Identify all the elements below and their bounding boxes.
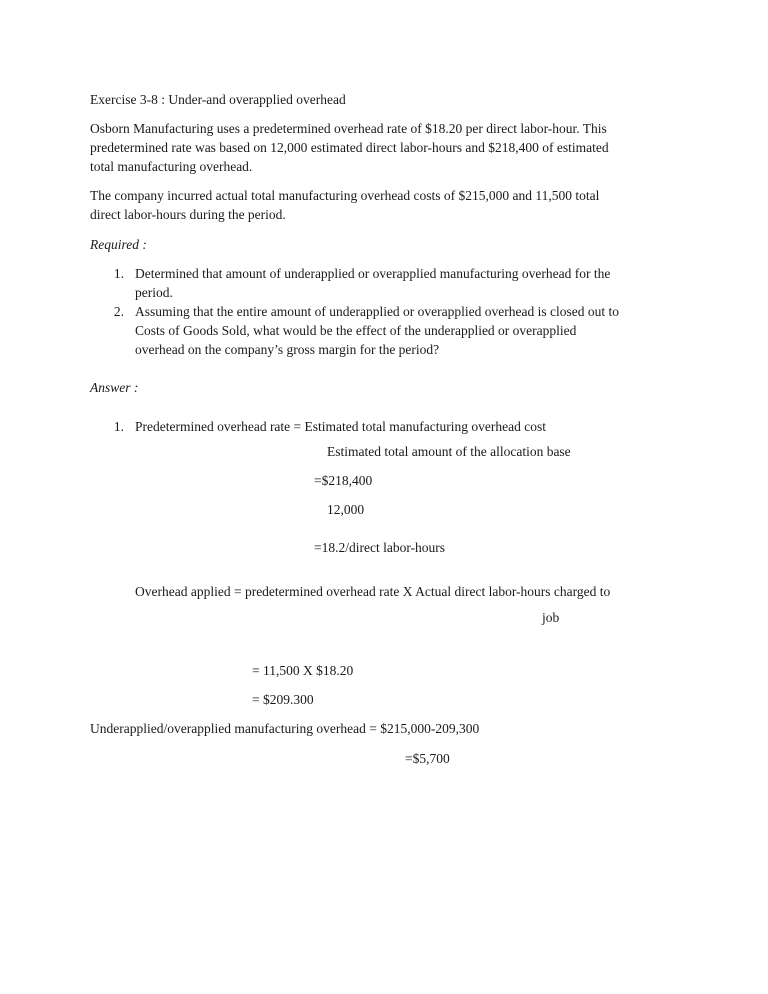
- required-item-1-line2: period.: [135, 285, 173, 300]
- problem-para1-line3: total manufacturing overhead.: [90, 159, 253, 174]
- under-overapplied-formula: Underapplied/overapplied manufacturing overhead = $215,000-209,300: [90, 721, 480, 736]
- required-item-2-line1: Assuming that the entire amount of underapplied or overapplied overhead is closed out to: [135, 304, 619, 319]
- applied-formula: Overhead applied = predetermined overhead rate X Actual direct labor-hours charged to: [135, 584, 611, 599]
- problem-para2-line1: The company incurred actual total manufacturing overhead costs of $215,000 and 11,500 total: [90, 188, 600, 203]
- answer-item-number: 1.: [113, 419, 124, 434]
- rate-formula: Predetermined overhead rate = Estimated total manufacturing overhead cost: [135, 419, 546, 434]
- required-item-2-line2: Costs of Goods Sold, what would be the effect of the underapplied or overapplied: [135, 323, 577, 338]
- required-item-2-line3: overhead on the company’s gross margin for the period?: [135, 342, 440, 357]
- required-item-1-number: 1.: [113, 266, 124, 281]
- applied-result: = $209.300: [252, 692, 314, 707]
- applied-formula-cont: job: [542, 610, 560, 625]
- problem-para1-line1: Osborn Manufacturing uses a predetermined overhead rate of $18.20 per direct labor-hour. This: [90, 121, 607, 136]
- required-label: Required :: [90, 237, 147, 252]
- rate-formula-denominator: Estimated total amount of the allocation base: [327, 444, 571, 459]
- problem-para2-line2: direct labor-hours during the period.: [90, 207, 286, 222]
- rate-value-denominator: 12,000: [327, 502, 365, 517]
- problem-para1-line2: predetermined rate was based on 12,000 estimated direct labor-hours and $218,400 of estimated: [90, 140, 609, 155]
- rate-value-numerator: =$218,400: [314, 473, 373, 488]
- under-overapplied-result: =$5,700: [405, 751, 450, 766]
- answer-label: Answer :: [90, 380, 139, 395]
- applied-calculation: = 11,500 X $18.20: [252, 663, 354, 678]
- exercise-title: Exercise 3-8 : Under-and overapplied overhead: [90, 92, 346, 107]
- required-item-2-number: 2.: [113, 304, 124, 319]
- rate-result: =18.2/direct labor-hours: [314, 540, 446, 555]
- required-item-1-line1: Determined that amount of underapplied or overapplied manufacturing overhead for the: [135, 266, 611, 281]
